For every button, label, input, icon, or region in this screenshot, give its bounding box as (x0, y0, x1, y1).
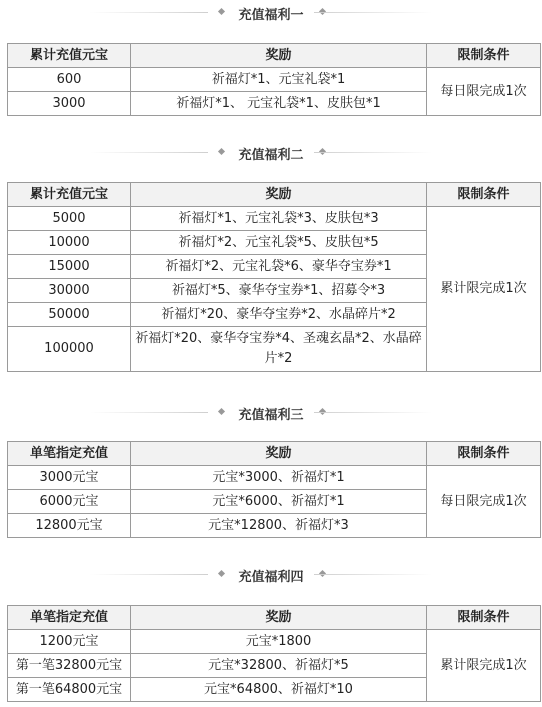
reward-cell: 祈福灯*5、豪华夺宝券*1、招募令*3 (131, 279, 427, 303)
column-header: 奖励 (131, 442, 427, 466)
section-title-bar (0, 141, 542, 165)
section-title: 充值福利三 (238, 408, 304, 423)
column-header: 奖励 (131, 606, 427, 630)
condition-cell: 每日限完成1次 (427, 68, 541, 116)
rewards-table-2 (7, 182, 541, 372)
column-header: 累计充值元宝 (8, 44, 131, 68)
amount-cell: 3000 (8, 92, 131, 116)
divider-line-left (90, 152, 208, 153)
table-header-row (8, 606, 541, 630)
reward-cell: 祈福灯*2、元宝礼袋*6、豪华夺宝券*1 (131, 255, 427, 279)
section-title: 充值福利四 (238, 570, 304, 585)
amount-cell: 5000 (8, 207, 131, 231)
reward-cell: 祈福灯*1、元宝礼袋*3、皮肤包*3 (131, 207, 427, 231)
divider-line-right (314, 574, 432, 575)
condition-cell: 累计限完成1次 (427, 630, 541, 702)
amount-cell: 第一笔64800元宝 (8, 678, 131, 702)
reward-cell: 祈福灯*1、元宝礼袋*1 (131, 68, 427, 92)
reward-cell: 元宝*64800、祈福灯*10 (131, 678, 427, 702)
amount-cell: 15000 (8, 255, 131, 279)
section-title-bar (0, 1, 542, 25)
table-header-row (8, 44, 541, 68)
section-title: 充值福利二 (238, 148, 304, 163)
amount-cell: 3000元宝 (8, 466, 131, 490)
section-1 (0, 1, 542, 25)
amount-cell: 12800元宝 (8, 514, 131, 538)
diamond-icon (218, 148, 225, 155)
section-4 (0, 563, 542, 587)
column-header: 单笔指定充值 (8, 442, 131, 466)
column-header: 奖励 (131, 44, 427, 68)
column-header: 累计充值元宝 (8, 183, 131, 207)
table-header-row (8, 183, 541, 207)
diamond-icon (218, 408, 225, 415)
amount-cell: 6000元宝 (8, 490, 131, 514)
diamond-icon (218, 570, 225, 577)
reward-cell: 元宝*1800 (131, 630, 427, 654)
table-row (8, 207, 541, 231)
column-header: 限制条件 (427, 442, 541, 466)
amount-cell: 第一笔32800元宝 (8, 654, 131, 678)
section-title-bar (0, 401, 542, 425)
reward-cell: 祈福灯*1、 元宝礼袋*1、皮肤包*1 (131, 92, 427, 116)
diamond-icon (218, 8, 225, 15)
divider-line-left (90, 412, 208, 413)
rewards-table-1 (7, 43, 541, 116)
column-header: 限制条件 (427, 606, 541, 630)
amount-cell: 30000 (8, 279, 131, 303)
column-header: 限制条件 (427, 183, 541, 207)
column-header: 奖励 (131, 183, 427, 207)
divider-line-right (314, 152, 432, 153)
reward-cell: 祈福灯*20、豪华夺宝券*4、圣魂玄晶*2、水晶碎片*2 (131, 327, 427, 372)
table-row (8, 68, 541, 92)
reward-cell: 元宝*6000、祈福灯*1 (131, 490, 427, 514)
table-row (8, 630, 541, 654)
divider-line-right (314, 12, 432, 13)
condition-cell: 累计限完成1次 (427, 207, 541, 372)
divider-line-left (90, 574, 208, 575)
section-3 (0, 401, 542, 425)
section-title: 充值福利一 (238, 8, 304, 23)
amount-cell: 50000 (8, 303, 131, 327)
section-2 (0, 141, 542, 165)
reward-cell: 元宝*32800、祈福灯*5 (131, 654, 427, 678)
reward-cell: 祈福灯*20、豪华夺宝券*2、水晶碎片*2 (131, 303, 427, 327)
condition-cell: 每日限完成1次 (427, 466, 541, 538)
amount-cell: 10000 (8, 231, 131, 255)
divider-line-left (90, 12, 208, 13)
amount-cell: 1200元宝 (8, 630, 131, 654)
rewards-table-4 (7, 605, 541, 702)
column-header: 限制条件 (427, 44, 541, 68)
amount-cell: 600 (8, 68, 131, 92)
reward-cell: 元宝*12800、祈福灯*3 (131, 514, 427, 538)
column-header: 单笔指定充值 (8, 606, 131, 630)
reward-cell: 祈福灯*2、元宝礼袋*5、皮肤包*5 (131, 231, 427, 255)
rewards-table-3 (7, 441, 541, 538)
divider-line-right (314, 412, 432, 413)
table-header-row (8, 442, 541, 466)
reward-cell: 元宝*3000、祈福灯*1 (131, 466, 427, 490)
amount-cell: 100000 (8, 327, 131, 372)
table-row (8, 466, 541, 490)
section-title-bar (0, 563, 542, 587)
